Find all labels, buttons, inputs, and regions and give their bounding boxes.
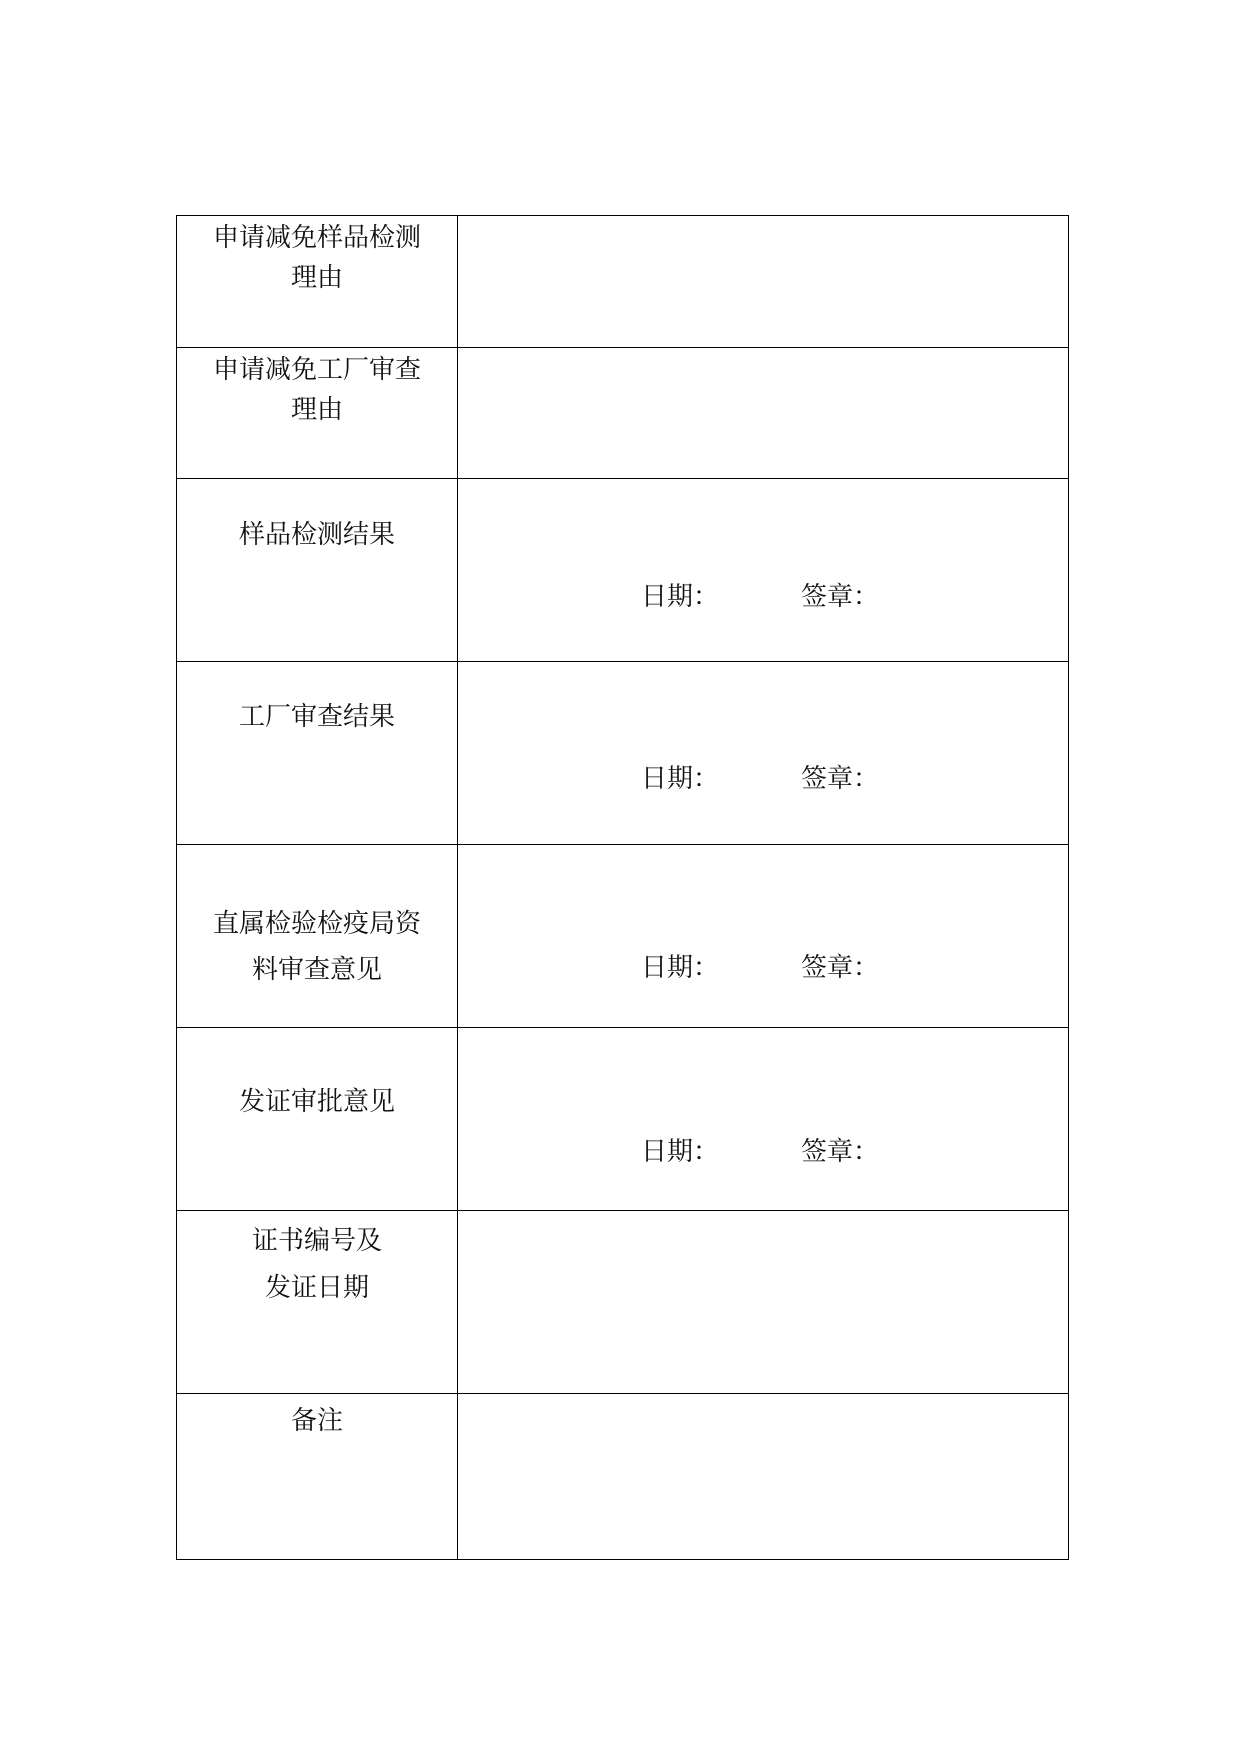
row-remarks [177,1393,1068,1559]
row-certificate-approval-opinion [177,1027,1068,1210]
label-cell [177,479,458,661]
remarks-field[interactable] [458,1394,1068,1559]
label-line: 证书编号及 [251,1226,382,1256]
certificate-approval-opinion-field[interactable] [458,1028,1068,1210]
label-line: 料审查意见 [251,955,382,985]
sample-test-waiver-reason-field[interactable] [458,216,1068,347]
label-cell [177,845,458,1027]
label-cell [177,348,458,478]
label-line: 发证日期 [264,1273,369,1303]
label-line: 直属检验检疫局资 [212,909,421,939]
date-label: 日期： [641,1137,720,1167]
date-seal-line [641,581,879,613]
factory-audit-waiver-reason-field[interactable] [458,348,1068,478]
date-label: 日期： [641,582,720,612]
label-line: 理由 [290,263,343,293]
seal-label: 签章： [801,953,880,983]
row-bureau-document-review-opinion [177,844,1068,1027]
label-line: 申请减免样品检测 [212,223,421,253]
bureau-document-review-opinion-field[interactable] [458,845,1068,1027]
label-cell [177,1028,458,1210]
row-factory-audit-waiver-reason [177,347,1068,478]
seal-label: 签章： [801,582,880,612]
seal-label: 签章： [801,764,880,794]
label-cell [177,216,458,347]
date-seal-line [641,1136,879,1168]
label-cell [177,662,458,844]
row-sample-test-waiver-reason [177,216,1068,347]
factory-audit-result-field[interactable] [458,662,1068,844]
label-line: 理由 [290,395,343,425]
certificate-number-and-date-field[interactable] [458,1211,1068,1393]
row-sample-test-result [177,478,1068,661]
label-line: 备注 [290,1406,343,1436]
label-cell [177,1394,458,1559]
label-cell [177,1211,458,1393]
label-line: 申请减免工厂审查 [212,355,421,385]
date-seal-line [641,763,879,795]
row-certificate-number-and-date [177,1210,1068,1393]
label-line: 工厂审查结果 [238,702,395,732]
date-label: 日期： [641,953,720,983]
seal-label: 签章： [801,1137,880,1167]
sample-test-result-field[interactable] [458,479,1068,661]
approval-form-table [176,215,1069,1560]
row-factory-audit-result [177,661,1068,844]
label-line: 样品检测结果 [238,520,395,550]
date-label: 日期： [641,764,720,794]
date-seal-line [641,952,879,984]
label-line: 发证审批意见 [238,1087,395,1117]
